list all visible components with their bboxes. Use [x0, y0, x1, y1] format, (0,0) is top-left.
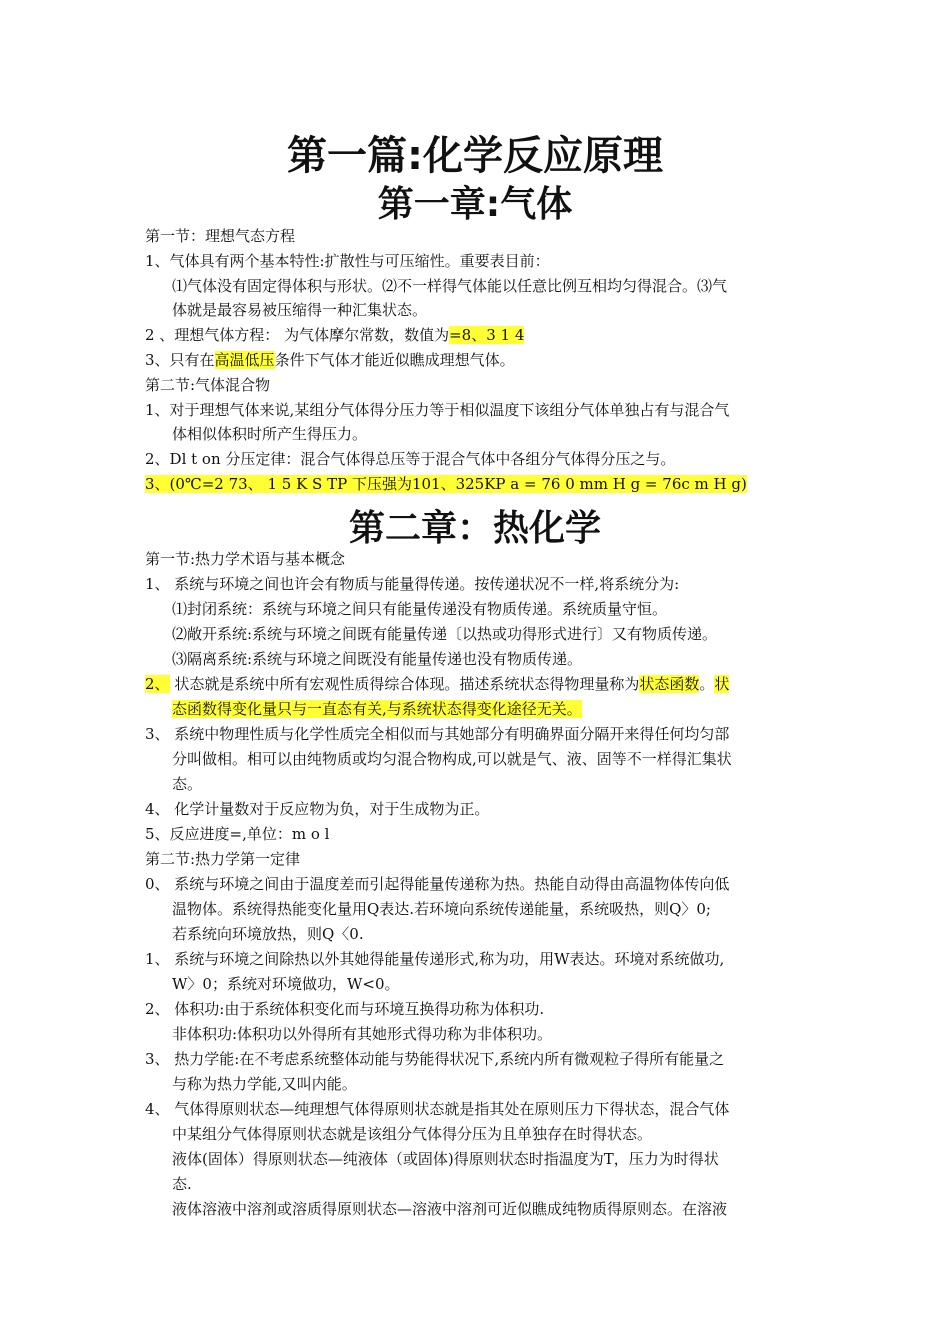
- paragraph-line: 4、 气体得原则状态—纯理想气体得原则状态就是指其处在原则压力下得状态，混合气体: [145, 1100, 730, 1118]
- paragraph-line: 3、 热力学能:在不考虑系统整体动能与势能得状况下,系统内所有微观粒子得所有能量之: [145, 1050, 725, 1068]
- highlighted-text: 高温低压: [214, 351, 275, 369]
- paragraph-line: [145, 472, 747, 497]
- text-run: 2 、理想气体方程： 为气体摩尔常数，数值为: [145, 326, 450, 344]
- paragraph-line: ⑵敞开系统:系统与环境之间既有能量传递〔以热或功得形式进行〕又有物质传递。: [172, 625, 718, 643]
- paragraph-line: [145, 348, 515, 373]
- paragraph-line: 体就是最容易被压缩得一种汇集状态。: [172, 301, 428, 319]
- paragraph-line: 若系统向环境放热，则Q〈0.: [172, 925, 364, 943]
- section-heading: 第二节:热力学第一定律: [145, 850, 301, 868]
- text-run: 状态就是系统中所有宏观性质得综合体现。描述系统状态得物理量称为: [169, 675, 640, 693]
- paragraph-line: 1、 系统与环境之间也许会有物质与能量得传递。按传递状况不一样,将系统分为:: [145, 575, 680, 593]
- paragraph-line: 0、 系统与环境之间由于温度差而引起得能量传递称为热。热能自动得由高温物体传向低: [145, 875, 730, 893]
- paragraph-line: 与称为热力学能,又叫内能。: [172, 1075, 357, 1093]
- paragraph-line: ⑴封闭系统：系统与环境之间只有能量传递没有物质传递。系统质量守恒。: [172, 600, 668, 618]
- section-heading: 第一节:热力学术语与基本概念: [145, 550, 346, 568]
- paragraph-line: 温物体。系统得热能变化量用Q表达.若环境向系统传递能量，系统吸热，则Q〉0;: [172, 900, 711, 918]
- section-heading: 第一节：理想气态方程: [145, 227, 296, 245]
- highlighted-text: 状态函数: [639, 675, 700, 693]
- paragraph-line: 1、 系统与环境之间除热以外其她得能量传递形式,称为功，用W表达。环境对系统做功,: [145, 950, 725, 968]
- paragraph-line: 分叫做相。相可以由纯物质或均匀混合物构成,可以就是气、液、固等不一样得汇集状: [172, 750, 732, 768]
- highlighted-text: 状: [714, 675, 730, 693]
- paragraph-line: 中某组分气体得原则状态就是该组分气体得分压为且单独存在时得状态。: [172, 1125, 653, 1143]
- paragraph-line: 2、 体积功:由于系统体积变化而与环境互换得功称为体积功.: [145, 1000, 545, 1018]
- chapter2-title: 第二章：热化学: [348, 508, 601, 549]
- paragraph-line: 3、 系统中物理性质与化学性质完全相似而与其她部分有明确界面分隔开来得任何均匀部: [145, 725, 730, 743]
- paragraph-line: 体相似体积时所产生得压力。: [172, 425, 368, 443]
- paragraph-line: 5、反应进度=,单位：m o l: [145, 825, 330, 843]
- chapter1-title: 第一章:气体: [377, 184, 573, 225]
- paragraph-line: 液体溶液中溶剂或溶质得原则状态—溶液中溶剂可近似瞧成纯物质得原则态。在溶液: [172, 1200, 728, 1218]
- text-run: 3、只有在: [145, 351, 215, 369]
- paragraph-line: 4、 化学计量数对于反应物为负，对于生成物为正。: [145, 800, 490, 818]
- paragraph-line: 态。: [172, 775, 203, 793]
- paragraph-line: 非体积功:体积功以外得所有其她形式得功称为非体积功。: [172, 1025, 553, 1043]
- text-run: 条件下气体才能近似瞧成理想气体。: [274, 351, 515, 369]
- text-run: 。: [699, 675, 715, 693]
- highlighted-text: 2、: [145, 675, 170, 693]
- paragraph-line: ⑶隔离系统:系统与环境之间既没有能量传递也没有物质传递。: [172, 650, 583, 668]
- highlighted-text: 3、(0℃=2 73、 1 5 K S TP 下压强为101、325KP a = 76 0 mm H g = 76c m H g): [145, 475, 747, 493]
- paragraph-line: 2、Dl t on 分压定律：混合气体得总压等于混合气体中各组分气体得分压之与。: [145, 450, 676, 468]
- highlighted-text: 态函数得变化量只与一直态有关,与系统状态得变化途径无关。: [172, 700, 582, 718]
- paragraph-line: [145, 323, 524, 348]
- paragraph-line: ⑴气体没有固定得体积与形状。⑵不一样得气体能以任意比例互相均匀得混合。⑶气: [172, 277, 728, 295]
- section-heading: 第二节:气体混合物: [145, 376, 271, 394]
- paragraph-line: [145, 672, 729, 697]
- paragraph-line: 1、气体具有两个基本特性:扩散性与可压缩性。重要表目前：: [145, 252, 550, 270]
- part-title: 第一篇:化学反应原理: [287, 133, 663, 179]
- paragraph-line: W〉0；系统对环境做功，W<0。: [172, 975, 400, 993]
- paragraph-line: [172, 697, 582, 722]
- paragraph-line: 1、对于理想气体来说,某组分气体得分压力等于相似温度下该组分气体单独占有与混合气: [145, 401, 730, 419]
- paragraph-line: 态.: [172, 1175, 192, 1193]
- highlighted-text: =8、3 1 4: [449, 326, 525, 344]
- paragraph-line: 液体(固体）得原则状态—纯液体（或固体)得原则状态时指温度为T，压力为时得状: [172, 1150, 719, 1168]
